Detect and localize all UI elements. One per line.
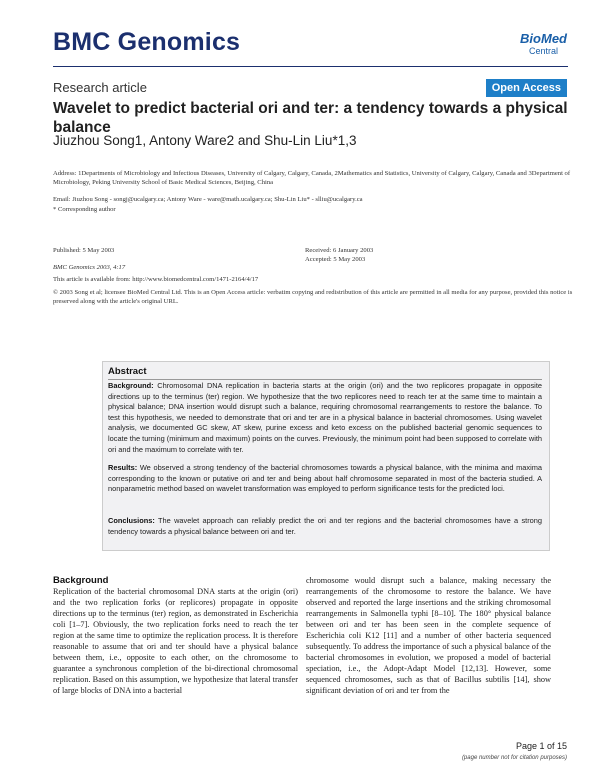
article-type: Research article: [53, 80, 147, 95]
abstract-heading: Abstract: [108, 366, 147, 377]
abstract-background-text: Chromosomal DNA replication in bacteria starts at the origin (ori) and the two replicores propagate in opposite directions up to the terminus (ter) region. We hypothesize that the two replicores need to reach ter at the same time to maintain a physical balance; DNA insertion would disrupt such a balance, requiring chromosomal rearrangements to restore the balance. To test this hypothesis, we needed to demonstrate that ori and ter are in a physical balance in bacterial chromosomes. Using wavelet analysis, we documented GC skew, AT skew, purine excess and keto excess on the published bacterial genomic sequences to locate the turning (minimum and maximum) points on the curves. Previously, the minimum point had been supposed to correlate with ori and the maximum to correlate with ter.: [108, 381, 542, 454]
background-heading: Background: [53, 575, 109, 586]
abstract-results-label: Results:: [108, 463, 138, 472]
article-title: Wavelet to predict bacterial ori and ter: a tendency towards a physical balance: [53, 100, 568, 136]
publisher-logo: [520, 31, 567, 56]
published-date: Published: 5 May 2003: [53, 247, 115, 254]
author-emails: Email: Jiuzhou Song - songj@ucalgary.ca; Antony Ware - ware@math.ucalgary.ca; Shu-Lin Liu* - slliu@ucalgary.ca: [53, 196, 363, 203]
publisher-logo-text: BioMed: [520, 31, 567, 46]
abstract-divider: [108, 379, 542, 380]
abstract-conclusions: [108, 516, 542, 537]
affiliations: Address: 1Departments of Microbiology and Infectious Diseases, University of Calgary, Calgary, Canada, 2Mathematics and Statistics, University of Calgary, Calgary, Canada and 3Department of Microbiology, Peking University School of Basic Medical Sciences, Beijing, China: [53, 170, 571, 186]
body-column-left: Replication of the bacterial chromosomal DNA starts at the origin (ori) and the two replication forks (or replicores) propagate in opposite directions up to the terminus (ter) region, as demonstrated in Escherichia coli [1–7]. Obviously, the two replication forks need to reach the ter region at the same time to optimize the replication process. It is therefore reasonable to assume that ori and ter should have a physical balance between them, i.e., opposite to each other, on the chromosome to guarantee a synchronous completion of the bi-directional chromosomal replication. Based on this assumption, we hypothesize that lateral transfer of large blocks of DNA into a bacterial: [53, 587, 298, 695]
copyright-notice: © 2003 Song et al; licensee BioMed Central Ltd. This is an Open Access article: verbatim copying and redistribution of this article are permitted in all media for any purpose, provided this notice is preserved along with the article's original URL.: [53, 289, 573, 305]
body-column-right: chromosome would disrupt such a balance, making necessary the rearrangements of the chromosome to restore the balance. We have observed and reported the large insertions and the striking chromosomal rearrangements in Salmonella typhi [8–10]. The 180° physical balance between ori and ter has been seen in the complete sequence of Escherichia coli K12 [11] and a number of other bacteria sequenced subsequently. To address the importance of such a physical balance of the bacterial chromosomes in evolution, we proposed a model of bacterial speciation, i.e., the Adopt-Adapt Model [12,13]. However, some sequenced chromosomes, such as that of Bacillus subtilis [14], show significant deviation of ori and ter from the: [306, 576, 551, 695]
corresponding-author-note: * Corresponding author: [53, 206, 116, 213]
journal-title: BMC Genomics: [53, 28, 241, 56]
abstract-results: [108, 463, 542, 495]
abstract-background-label: Background:: [108, 381, 154, 390]
abstract-conclusions-text: The wavelet approach can reliably predict the ori and ter regions and the bacterial chromosomes have a strong tendency towards a physical balance between ori and ter.: [108, 516, 543, 536]
abstract-conclusions-label: Conclusions:: [108, 516, 155, 525]
page-number-note: (page number not for citation purposes): [461, 755, 567, 761]
accepted-date: Accepted: 5 May 2003: [305, 256, 366, 263]
authors: Jiuzhou Song1, Antony Ware2 and Shu-Lin Liu*1,3: [53, 133, 357, 148]
citation: BMC Genomics 2003, 4:17: [53, 264, 126, 271]
open-access-badge: Open Access: [486, 79, 567, 97]
received-date: Received: 6 January 2003: [305, 247, 374, 254]
abstract-results-text: We observed a strong tendency of the bacterial chromosomes towards a physical balance, with the minima and maxima corresponding to the known or putative ori and ter and being about half chromosome separated in most of the bacteria studied. A nonparametric method based on wavelet transformation was employed to perform significance tests for the predicted loci.: [108, 463, 542, 494]
page-number: Page 1 of 15: [515, 741, 567, 751]
publisher-logo-suffix: Central: [529, 46, 559, 56]
article-url[interactable]: This article is available from: http://www.biomedcentral.com/1471-2164/4/17: [53, 276, 259, 283]
abstract-background: [108, 381, 542, 455]
header-rule: [53, 66, 568, 67]
